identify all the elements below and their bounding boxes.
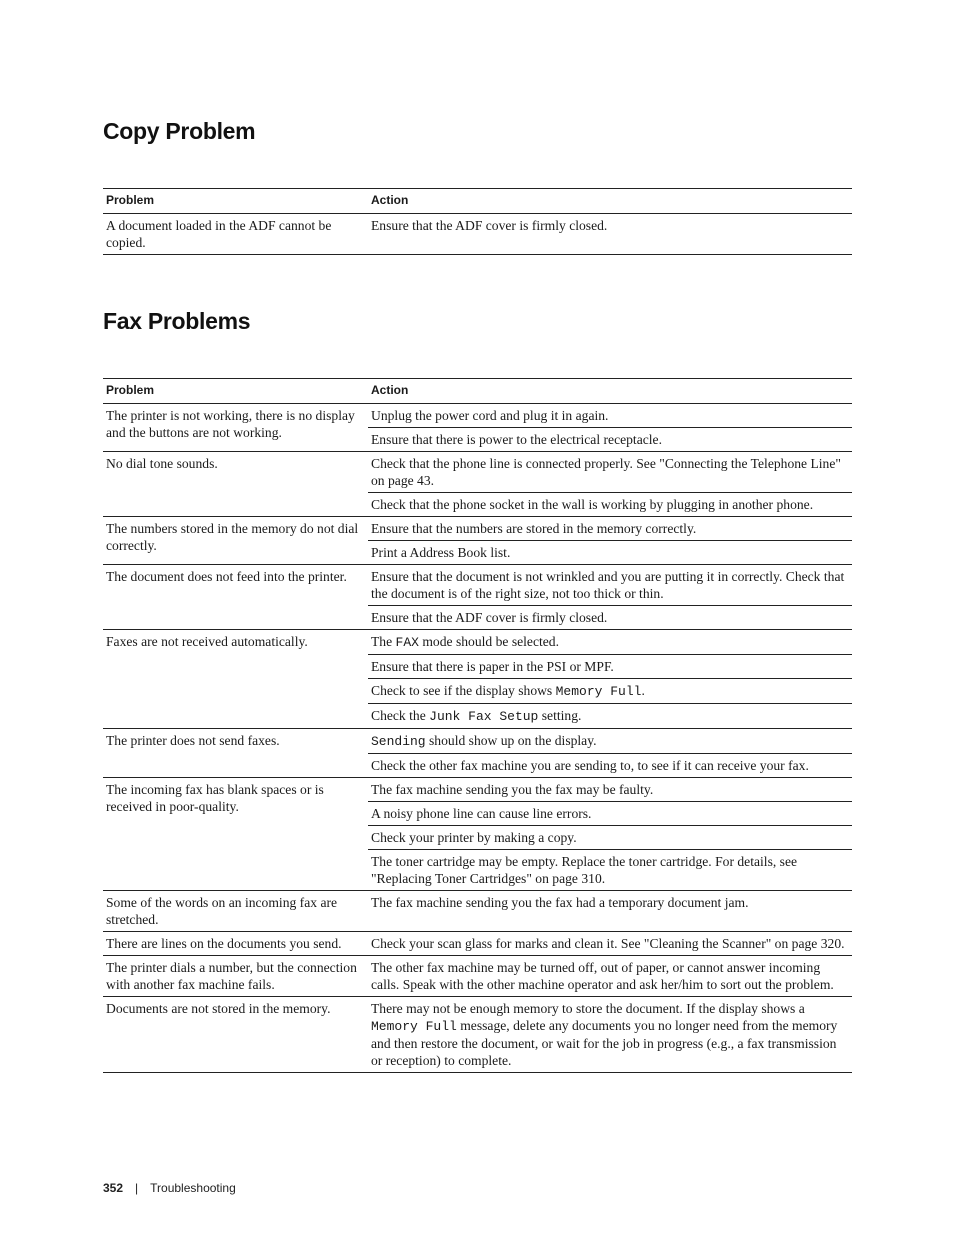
action-cell (368, 452, 852, 493)
table-row (103, 630, 852, 655)
action-cell (368, 997, 852, 1073)
display-message-text: Sending (371, 734, 426, 749)
action-text: Check the other fax machine you are sending to, to see if it can receive your fax. (371, 758, 809, 773)
table-row (103, 956, 852, 997)
table-row (103, 932, 852, 956)
action-text: setting. (538, 708, 582, 723)
action-text: There may not be enough memory to store the document. If the display shows a (371, 1001, 805, 1016)
action-text: Ensure that there is power to the electrical receptacle. (371, 432, 662, 447)
copy-problem-heading: Copy Problem (103, 118, 256, 144)
action-cell (368, 802, 852, 826)
problem-cell: No dial tone sounds. (103, 452, 368, 517)
problem-cell: A document loaded in the ADF cannot be copied. (103, 214, 368, 255)
copy-problem-table (103, 188, 852, 255)
action-cell (368, 404, 852, 428)
table-header-row (103, 189, 852, 214)
action-text: The fax machine sending you the fax may be faulty. (371, 782, 654, 797)
action-text: Ensure that the ADF cover is firmly closed. (371, 610, 608, 625)
action-cell (368, 655, 852, 679)
action-text: The other fax machine may be turned off, out of paper, or cannot answer incoming calls. Speak with the other machine operator and ask her/him to sort out the problem. (371, 960, 834, 992)
fax-problems-body (103, 404, 852, 1073)
display-message-text: Memory Full (555, 684, 642, 699)
action-text: Check that the phone socket in the wall is working by plugging in another phone. (371, 497, 814, 512)
action-cell (368, 754, 852, 778)
action-text: Unplug the power cord and plug it in again. (371, 408, 609, 423)
problem-cell: Documents are not stored in the memory. (103, 997, 368, 1073)
action-cell (368, 565, 852, 606)
action-text: mode should be selected. (418, 634, 560, 649)
display-message-text: Memory Full (371, 1019, 457, 1034)
problem-cell: Some of the words on an incoming fax are stretched. (103, 891, 368, 932)
footer-section-name: Troubleshooting (150, 1181, 236, 1195)
action-text: Ensure that there is paper in the PSI or MPF. (371, 659, 614, 674)
action-text: message, delete any documents you no longer need from the memory and then restore the document, or wait for the job in progress (e.g., a fax transmission or reception) to complete. (371, 1018, 838, 1068)
action-text: Print a Address Book list. (371, 545, 511, 560)
table-row (103, 452, 852, 493)
action-text: Check to see if the display shows (371, 683, 556, 698)
table-row (103, 891, 852, 932)
fax-problems-heading: Fax Problems (103, 308, 251, 334)
page-number: 352 (103, 1181, 124, 1195)
action-text: . (641, 683, 645, 698)
table-row (103, 517, 852, 541)
problem-cell: The numbers stored in the memory do not dial correctly. (103, 517, 368, 565)
action-cell: Ensure that the ADF cover is firmly closed. (368, 214, 852, 255)
action-text: should show up on the display. (425, 733, 597, 748)
table-row (103, 565, 852, 606)
action-cell (368, 850, 852, 891)
display-message-text: FAX (395, 635, 419, 650)
action-cell (368, 891, 852, 932)
problem-cell: Faxes are not received automatically. (103, 630, 368, 729)
table-row (103, 404, 852, 428)
action-text: Ensure that the numbers are stored in the memory correctly. (371, 521, 697, 536)
footer-separator: | (135, 1181, 139, 1195)
problem-column-header: Problem (103, 189, 368, 214)
action-cell (368, 428, 852, 452)
problem-cell: The printer is not working, there is no display and the buttons are not working. (103, 404, 368, 452)
table-header-row (103, 379, 852, 404)
action-cell (368, 606, 852, 630)
action-cell (368, 932, 852, 956)
table-row (103, 214, 852, 255)
problem-column-header: Problem (103, 379, 368, 404)
action-cell (368, 493, 852, 517)
display-message-text: Junk Fax Setup (429, 709, 539, 724)
table-row (103, 729, 852, 754)
action-text: Check that the phone line is connected properly. See "Connecting the Telephone Line" on page 43. (371, 456, 841, 488)
page-footer (103, 1181, 236, 1195)
problem-cell: The incoming fax has blank spaces or is received in poor-quality. (103, 778, 368, 891)
action-text: The fax machine sending you the fax had a temporary document jam. (371, 895, 749, 910)
action-text: Check the (371, 708, 430, 723)
action-cell (368, 541, 852, 565)
action-column-header: Action (368, 189, 852, 214)
action-cell (368, 778, 852, 802)
action-cell (368, 704, 852, 729)
problem-cell: The printer does not send faxes. (103, 729, 368, 778)
action-text: Ensure that the document is not wrinkled and you are putting it in correctly. Check that the document is of the right size, not too thick or thin. (371, 569, 845, 601)
action-cell (368, 956, 852, 997)
action-column-header: Action (368, 379, 852, 404)
table-row (103, 997, 852, 1073)
table-row (103, 778, 852, 802)
action-text: The toner cartridge may be empty. Replace the toner cartridge. For details, see "Replacing Toner Cartridges" on page 310. (371, 854, 798, 886)
problem-cell: The printer dials a number, but the connection with another fax machine fails. (103, 956, 368, 997)
action-text: Check your scan glass for marks and clean it. See "Cleaning the Scanner" on page 320. (371, 936, 845, 951)
action-cell (368, 630, 852, 655)
action-text: A noisy phone line can cause line errors. (371, 806, 592, 821)
action-cell (368, 729, 852, 754)
action-text: Check your printer by making a copy. (371, 830, 577, 845)
action-cell (368, 826, 852, 850)
action-cell (368, 517, 852, 541)
action-text: The (371, 634, 396, 649)
fax-problems-table (103, 378, 852, 1073)
action-cell (368, 679, 852, 704)
problem-cell: The document does not feed into the printer. (103, 565, 368, 630)
problem-cell: There are lines on the documents you send. (103, 932, 368, 956)
